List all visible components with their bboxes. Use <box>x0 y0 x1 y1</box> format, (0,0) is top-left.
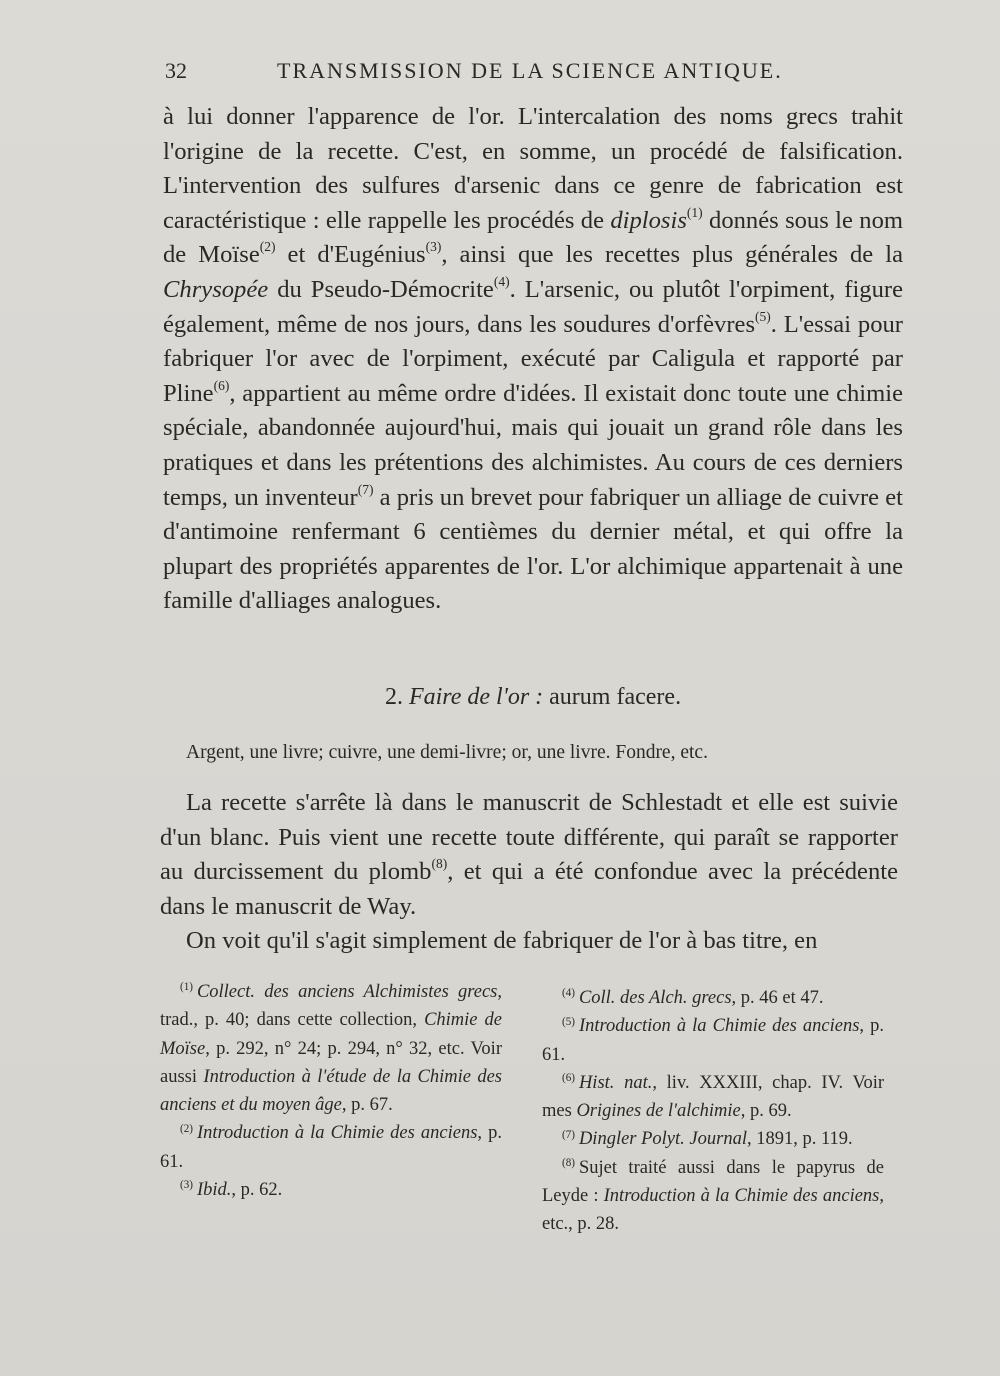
text-run: . L'essai pour fabriquer l'or avec de l'orpiment, exécuté par Caligula et rapporté par Pline <box>163 310 903 407</box>
text-run: , p. 67. <box>341 1095 393 1116</box>
text-run: , ainsi que les recettes plus générales de la <box>441 241 904 269</box>
text-run: Coll. des Alch. grecs <box>578 988 732 1008</box>
text-run: Introduction à l'étude de la Chimie des anciens et du moyen âge <box>160 1066 502 1116</box>
footnote-ref: (1) <box>686 204 703 220</box>
text-run: , appartient au même ordre d'idées. Il existait donc toute une chimie spéciale, abandonnée aujourd'hui, mais qui jouait un grand rôle dans les pratiques et dans les prétentions des alchimistes. Au cours de ces derniers temps, un inventeur <box>163 379 903 511</box>
paragraph-1 <box>163 100 903 619</box>
footnote-8 <box>542 1154 884 1239</box>
text-run: , p. 61. <box>160 1123 503 1172</box>
page-header <box>165 58 905 88</box>
text-run: Dingler Polyt. Journal <box>578 1129 747 1150</box>
text-run: à lui donner l'apparence de l'or. L'intercalation des noms grecs trahit l'origine de la recette. C'est, en somme, un procédé de falsification. L'intervention des sulfures d'arsenic dans ce genre de fabrication est caractéristique : elle rappelle les procédés de <box>163 103 903 234</box>
text-run: Sujet traité aussi dans le papyrus de Leyde : <box>542 1157 884 1207</box>
footnote-6 <box>542 1069 884 1126</box>
footnote-number: (8) <box>562 1157 575 1170</box>
text-run: et d'Eugénius <box>275 241 426 269</box>
section-title-italic: Faire de l'or : <box>408 684 544 710</box>
paragraph-2 <box>160 786 898 924</box>
text-run: , et qui a été confondue avec la précédente dans le manuscrit de Way. <box>160 858 898 920</box>
footnote-ref: (2) <box>259 239 276 255</box>
text-run: Introduction à la Chimie des anciens <box>603 1186 880 1207</box>
text-run: , 1891, p. 119. <box>746 1129 853 1150</box>
text-run: Ibid. <box>196 1180 232 1201</box>
text-run: , liv. XXXIII, chap. IV. Voir mes <box>542 1072 885 1122</box>
recipe-text: Argent, une livre; cuivre, une demi-livre; or, une livre. Fondre, etc. <box>186 742 708 763</box>
text-run: , trad., p. 40; dans cette collection, <box>160 982 502 1031</box>
text-run: La recette s'arrête là dans le manuscrit de Schlestadt et elle est suivie d'un blanc. Puis vient une recette toute différente, qui paraît se rapporter au durcissement du plomb <box>160 789 898 886</box>
footnote-number: (2) <box>180 1122 193 1135</box>
footnote-number: (5) <box>562 1015 575 1028</box>
text-run: , p. 292, n° 24; p. 294, n° 32, etc. Voir aussi <box>160 1038 502 1087</box>
footnotes-left-column <box>160 978 502 1204</box>
footnote-ref: (3) <box>425 239 442 255</box>
footnote-4 <box>542 984 884 1012</box>
text-run: . L'arsenic, ou plutôt l'orpiment, figure également, même de nos jours, dans les soudures d'orfèvres <box>163 275 903 338</box>
footnote-ref: (6) <box>213 377 230 393</box>
footnote-7 <box>542 1125 884 1153</box>
section-heading <box>163 684 903 711</box>
footnote-number: (3) <box>180 1179 193 1192</box>
text-run: donnés sous le nom de Moïse <box>163 206 904 269</box>
footnotes-right-column <box>542 984 884 1239</box>
footnote-number: (1) <box>180 981 193 994</box>
footnote-3 <box>160 1176 502 1204</box>
text-run: Collect. des anciens Alchimistes grecs <box>196 982 498 1002</box>
footnote-1 <box>160 978 502 1119</box>
section-title-latin: aurum facere. <box>549 684 682 710</box>
text-run: a pris un brevet pour fabriquer un alliage de cuivre et d'antimoine renfermant 6 centièmes du dernier métal, et qui offre la plupart des propriétés apparentes de l'or. L'or alchimique appartenait à une famille d'alliages analogues. <box>163 483 903 615</box>
italic-term: diplosis <box>610 206 687 234</box>
footnote-ref: (8) <box>431 856 448 872</box>
footnote-ref: (4) <box>493 274 510 290</box>
footnote-number: (7) <box>562 1128 575 1141</box>
text-run: , etc., p. 28. <box>542 1186 884 1235</box>
footnote-number: (6) <box>562 1072 575 1085</box>
footnote-2 <box>160 1119 502 1176</box>
footnote-number: (4) <box>562 987 575 1000</box>
text-run: Hist. nat. <box>578 1072 653 1093</box>
text-run: , p. 46 et 47. <box>731 988 824 1008</box>
italic-term: Chrysopée <box>163 275 269 303</box>
page-number: 32 <box>165 58 187 83</box>
footnote-5 <box>542 1012 884 1069</box>
text-run: , p. 69. <box>740 1101 792 1122</box>
footnote-ref: (7) <box>357 481 374 497</box>
text-run: du Pseudo-Démocrite <box>268 275 494 303</box>
text-run: Introduction à la Chimie des anciens <box>196 1123 478 1144</box>
text-run: Introduction à la Chimie des anciens <box>578 1016 860 1037</box>
second-paragraphs <box>160 786 898 959</box>
text-run: , p. 61. <box>542 1016 885 1065</box>
text-run: Origines de l'alchimie <box>576 1101 741 1122</box>
text-run: , p. 62. <box>231 1180 283 1201</box>
section-number: 2. <box>384 684 403 710</box>
paragraph-3: On voit qu'il s'agit simplement de fabriquer de l'or à bas titre, en <box>186 927 818 955</box>
main-paragraph <box>163 100 903 619</box>
text-run: Chimie de Moïse <box>160 1010 503 1059</box>
running-title: TRANSMISSION DE LA SCIENCE ANTIQUE. <box>277 58 783 83</box>
footnotes <box>160 978 900 1235</box>
footnote-ref: (5) <box>755 308 771 324</box>
